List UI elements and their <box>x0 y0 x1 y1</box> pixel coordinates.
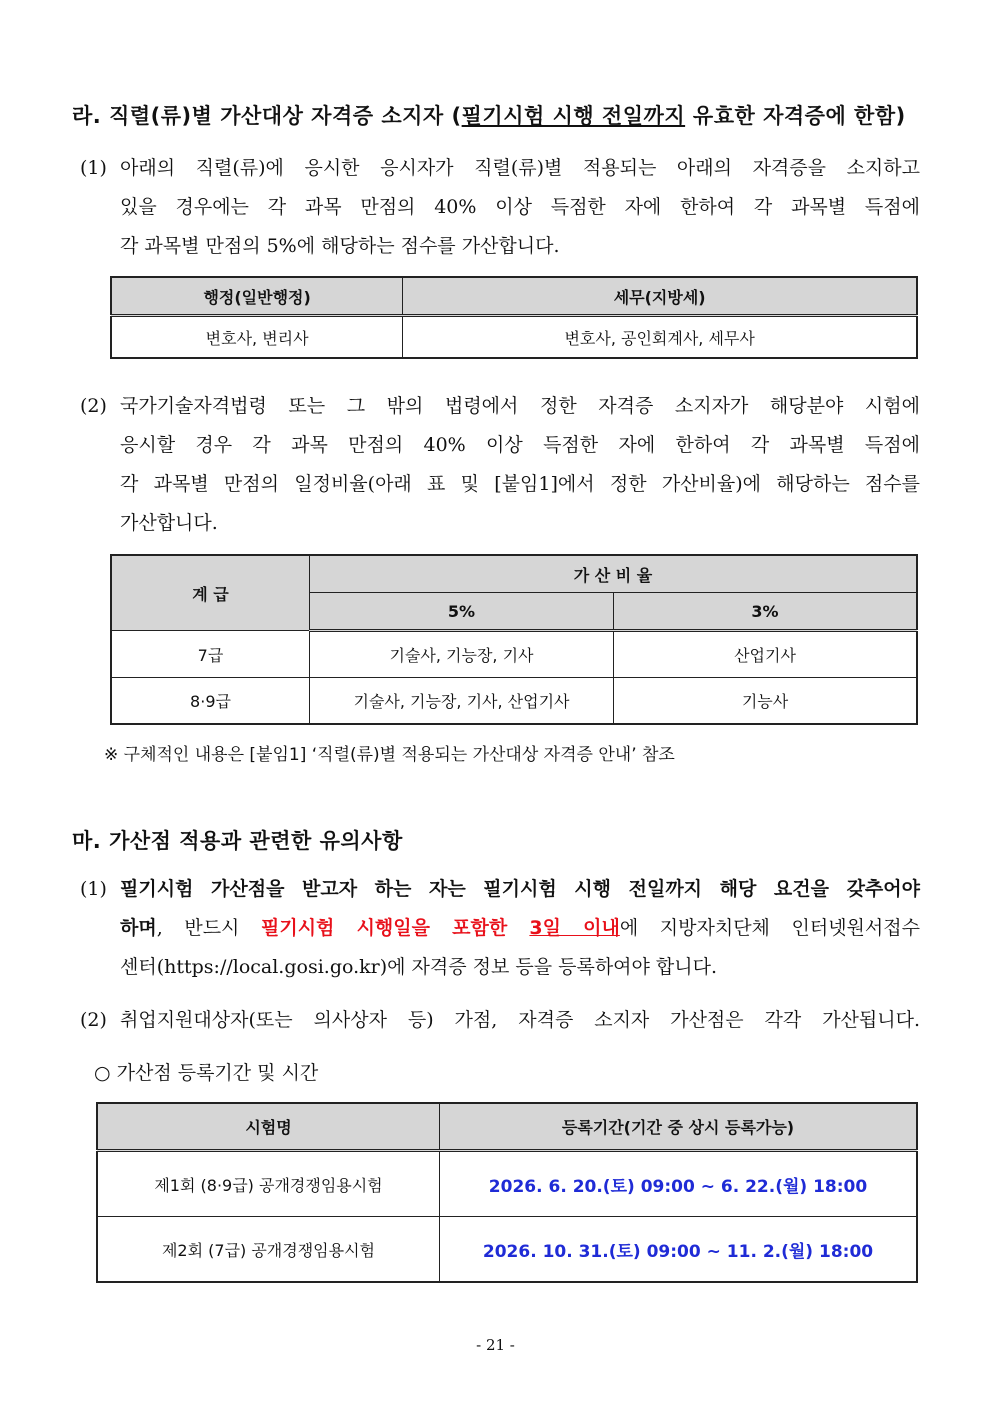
table-qualification-by-series <box>110 276 918 359</box>
table-header-grade: 계 급 <box>111 555 310 631</box>
section-ma-heading: 마. 가산점 적용과 관련한 유의사항 <box>72 829 403 853</box>
table-cell: 제1회 (8·9급) 공개경쟁임용시험 <box>97 1151 440 1217</box>
table-cell: 기능사 <box>614 678 918 725</box>
table-row <box>97 1217 917 1283</box>
table-registration-period <box>96 1102 918 1283</box>
table-cell: 기술사, 기능장, 기사, 산업기사 <box>310 678 614 725</box>
table-header: 3% <box>614 593 918 631</box>
reference-note: ※ 구체적인 내용은 [붙임1] ‘직렬(류)별 적용되는 가산대상 자격증 안내’ 참조 <box>104 745 675 765</box>
registration-period-bullet: ○ 가산점 등록기간 및 시간 <box>94 1062 319 1084</box>
table-header: 5% <box>310 593 614 631</box>
table-row <box>111 631 917 678</box>
table-cell: 변호사, 공인회계사, 세무사 <box>403 316 917 359</box>
table-row <box>111 316 917 359</box>
table-cell: 7급 <box>111 631 310 678</box>
table-cell: 2026. 10. 31.(토) 09:00 ~ 11. 2.(월) 18:00 <box>440 1217 918 1283</box>
table-header: 세무(지방세) <box>403 277 917 316</box>
table-cell: 제2회 (7급) 공개경쟁임용시험 <box>97 1217 440 1283</box>
section-ma-item-1: (1) 필기시험 가산점을 받고자 하는 자는 필기시험 시행 전일까지 해당 요건을 갖추어야 하며, 반드시 필기시험 시행일을 포함한 3일 이내에 지방자치단체 인터넷원서접수 센터(https://local.gosi.go.kr)에 자격증 정보 등을 등록하여야 합니다. <box>80 878 920 978</box>
table-header: 행정(일반행정) <box>111 277 403 316</box>
section-ra-item-1: (1) 아래의 직렬(류)에 응시한 응시자가 직렬(류)별 적용되는 아래의 자격증을 소지하고 있을 경우에는 각 과목 만점의 40% 이상 득점한 자에 한하여 각 과목별 득점에 각 과목별 만점의 5%에 해당하는 점수를 가산합니다. <box>80 157 920 257</box>
section-ra-item-2: (2) 국가기술자격법령 또는 그 밖의 법령에서 정한 자격증 소지자가 해당분야 시험에 응시할 경우 각 과목 만점의 40% 이상 득점한 자에 한하여 각 과목별 득점에 각 과목별 만점의 일정비율(아래 표 및 [붙임1]에서 정한 가산비율)에 해당하는 점수를 가산합니다. <box>80 395 920 534</box>
table-header: 시험명 <box>97 1103 440 1151</box>
table-header-ratio: 가 산 비 율 <box>310 555 918 593</box>
table-cell: 변호사, 변리사 <box>111 316 403 359</box>
table-cell: 기술사, 기능장, 기사 <box>310 631 614 678</box>
page-number: - 21 - <box>476 1336 515 1354</box>
table-cell: 8·9급 <box>111 678 310 725</box>
table-cell: 산업기사 <box>614 631 918 678</box>
table-cell: 2026. 6. 20.(토) 09:00 ~ 6. 22.(월) 18:00 <box>440 1151 918 1217</box>
table-bonus-ratio <box>110 554 918 725</box>
table-row <box>97 1151 917 1217</box>
section-ma-item-2: (2) 취업지원대상자(또는 의사상자 등) 가점, 자격증 소지자 가산점은 각각 가산됩니다. <box>80 1009 920 1031</box>
section-ra-heading: 라. 직렬(류)별 가산대상 자격증 소지자 (필기시험 시행 전일까지 유효한 자격증에 한함) <box>72 104 906 128</box>
table-row <box>111 678 917 725</box>
table-header: 등록기간(기간 중 상시 등록가능) <box>440 1103 918 1151</box>
